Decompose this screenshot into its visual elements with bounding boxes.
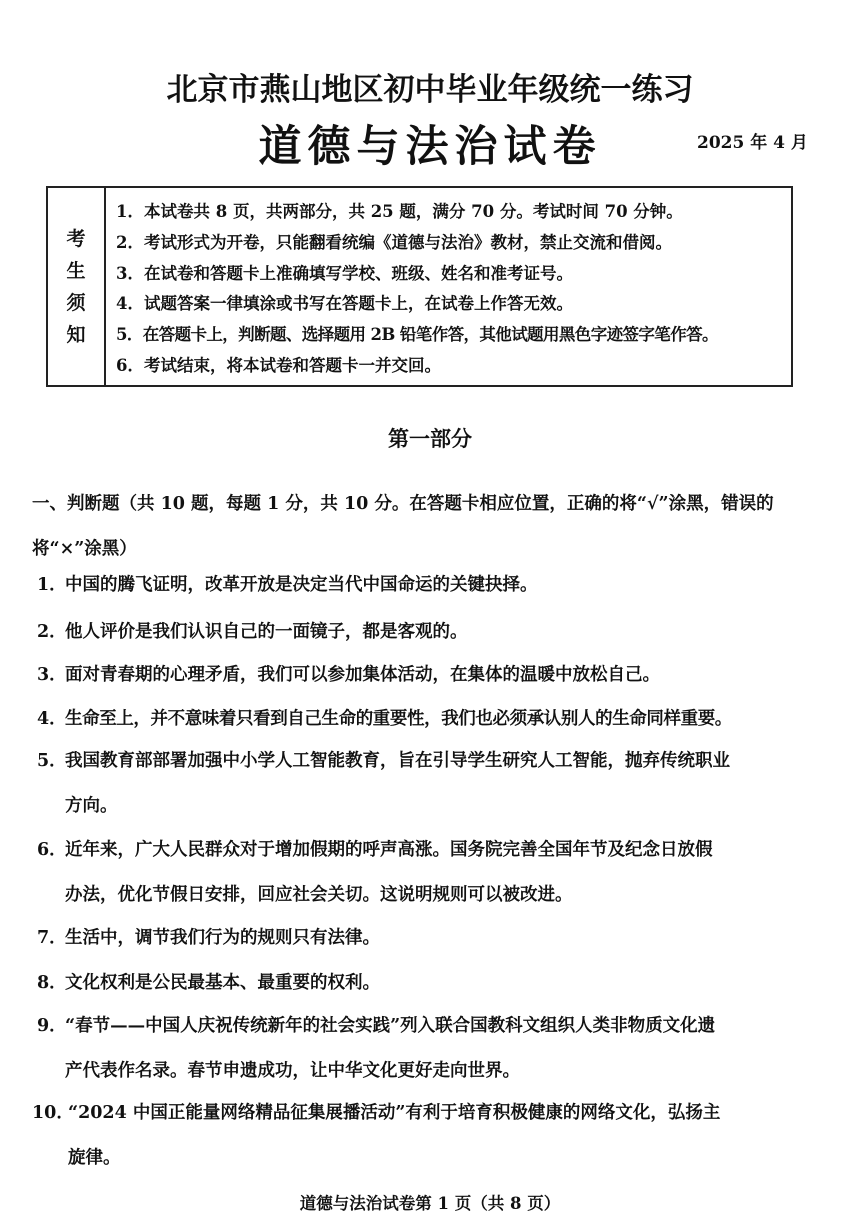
question-text: 面对青春期的心理矛盾，我们可以参加集体活动，在集体的温暖中放松自己。 bbox=[65, 665, 660, 685]
question-number: 1． bbox=[37, 575, 67, 595]
question-item bbox=[37, 697, 802, 742]
question-item bbox=[37, 739, 802, 829]
notice-label-char: 考 bbox=[66, 227, 86, 250]
question-text: 生命至上，并不意味着只看到自己生命的重要性，我们也必须承认别人的生命同样重要。 bbox=[65, 709, 732, 729]
question-item bbox=[32, 1091, 797, 1181]
exam-title: 北京市燕山地区初中毕业年级统一练习 bbox=[166, 72, 694, 108]
question-item bbox=[37, 828, 802, 918]
question-number: 10． bbox=[32, 1103, 74, 1123]
notice-label bbox=[48, 188, 106, 385]
question-number: 5． bbox=[37, 751, 67, 771]
notice-item: 4．试题答案一律填涂或书写在答题卡上，在试卷上作答无效。 bbox=[116, 294, 573, 314]
subject-title: 道德与法治试卷 bbox=[258, 122, 602, 172]
question-number: 9． bbox=[37, 1016, 67, 1036]
notice-item: 5．在答题卡上，判断题、选择题用 2B 铅笔作答，其他试题用黑色字迹签字笔作答。 bbox=[116, 325, 718, 345]
notice-item: 3．在试卷和答题卡上准确填写学校、班级、姓名和准考证号。 bbox=[116, 263, 573, 283]
question-item bbox=[37, 916, 802, 961]
exam-date: 2025 年 4 月 bbox=[697, 133, 808, 153]
question-text-continued: 旋律。 bbox=[68, 1148, 121, 1168]
question-number: 6． bbox=[37, 840, 67, 860]
question-text-continued: 方向。 bbox=[65, 796, 118, 816]
notice-item: 2．考试形式为开卷，只能翻看统编《道德与法治》教材，禁止交流和借阅。 bbox=[116, 232, 672, 252]
question-number: 3． bbox=[37, 665, 67, 685]
question-text: “2024 中国正能量网络精品征集展播活动”有利于培育积极健康的网络文化，弘扬主 bbox=[68, 1103, 721, 1123]
question-text: 近年来，广大人民群众对于增加假期的呼声高涨。国务院完善全国年节及纪念日放假 bbox=[65, 840, 713, 860]
question-number: 7． bbox=[37, 928, 67, 948]
question-number: 8． bbox=[37, 973, 67, 993]
notice-label-char: 知 bbox=[66, 323, 86, 346]
question-item bbox=[37, 653, 802, 698]
question-text: 他人评价是我们认识自己的一面镜子，都是客观的。 bbox=[65, 622, 468, 642]
notice-label-char: 须 bbox=[66, 291, 86, 314]
question-item bbox=[37, 961, 802, 1006]
question-text-continued: 办法，优化节假日安排，回应社会关切。这说明规则可以被改进。 bbox=[65, 885, 573, 905]
candidate-notice-box bbox=[46, 186, 793, 387]
section-heading: 一、判断题（共 10 题，每题 1 分，共 10 分。在答题卡相应位置，正确的将“√”涂黑，错误的将“×”涂黑） bbox=[32, 494, 774, 559]
question-text: 中国的腾飞证明，改革开放是决定当代中国命运的关键抉择。 bbox=[65, 575, 538, 595]
question-number: 2． bbox=[37, 622, 67, 642]
question-text: 文化权利是公民最基本、最重要的权利。 bbox=[65, 973, 380, 993]
page-footer: 道德与法治试卷第 1 页（共 8 页） bbox=[299, 1194, 561, 1213]
question-text-continued: 产代表作名录。春节申遗成功，让中华文化更好走向世界。 bbox=[65, 1061, 520, 1081]
notice-item: 1．本试卷共 8 页，共两部分，共 25 题，满分 70 分。考试时间 70 分钟。 bbox=[116, 202, 683, 221]
question-text: 我国教育部部署加强中小学人工智能教育，旨在引导学生研究人工智能，抛弃传统职业 bbox=[65, 751, 730, 771]
notice-item: 6．考试结束，将本试卷和答题卡一并交回。 bbox=[116, 355, 441, 375]
question-text: “春节——中国人庆祝传统新年的社会实践”列入联合国教科文组织人类非物质文化遗 bbox=[65, 1016, 716, 1036]
question-text: 生活中，调节我们行为的规则只有法律。 bbox=[65, 928, 380, 948]
question-number: 4． bbox=[37, 709, 67, 729]
notice-list bbox=[116, 197, 785, 382]
question-item bbox=[37, 1004, 802, 1094]
notice-label-char: 生 bbox=[66, 259, 86, 282]
part-title: 第一部分 bbox=[388, 426, 472, 451]
question-item bbox=[37, 610, 802, 655]
question-item bbox=[37, 563, 802, 608]
